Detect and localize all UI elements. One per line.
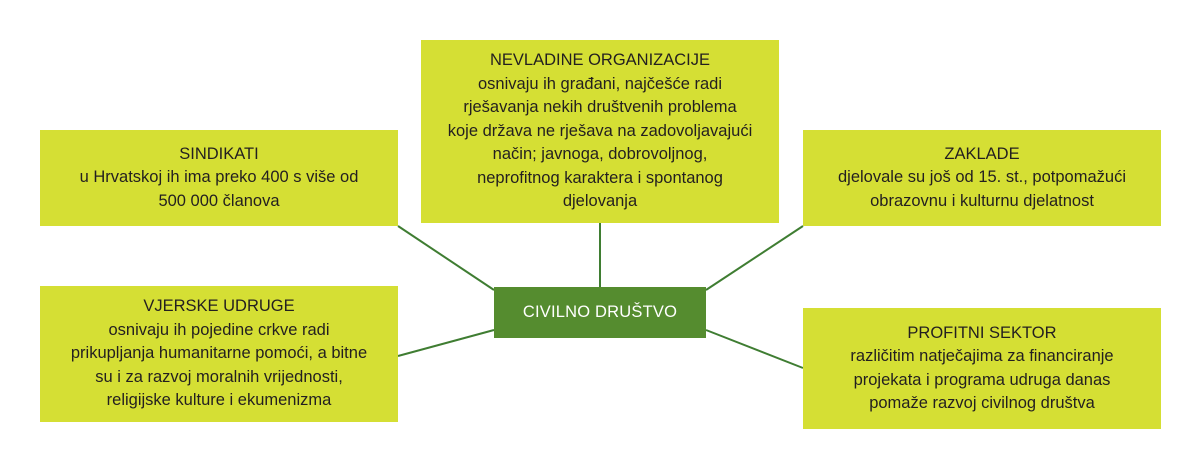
node-description-line: djelovale su još od 15. st., potpomažući	[837, 168, 1126, 187]
node-title: VJERSKE UDRUGE	[143, 297, 295, 316]
node-description-line: koje država ne rješava na zadovoljavajući	[447, 121, 753, 140]
node-description-line: u Hrvatskoj ih ima preko 400 s više od	[79, 168, 359, 187]
node-sindikati	[40, 130, 398, 226]
node-description-line: religijske kulture i ekumenizma	[106, 391, 332, 410]
node-description-line: osnivaju ih pojedine crkve radi	[108, 320, 330, 339]
node-profitni-sektor	[803, 308, 1161, 429]
node-nevladine-organizacije	[421, 40, 779, 223]
connector-sindikati	[398, 226, 494, 290]
node-title: NEVLADINE ORGANIZACIJE	[489, 51, 711, 70]
node-description-line: rješavanja nekih društvenih problema	[463, 98, 737, 117]
node-description-line: različitim natječajima za financiranje	[850, 347, 1114, 365]
node-title: ZAKLADE	[944, 144, 1020, 163]
connector-zaklade	[706, 226, 803, 290]
center-node-civilno-drustvo	[494, 287, 706, 338]
node-description-line: obrazovnu i kulturnu djelatnost	[870, 191, 1094, 210]
node-description-line: djelovanja	[562, 192, 638, 211]
node-title: PROFITNI SEKTOR	[907, 323, 1057, 342]
node-description-line: projekata i programa udruga danas	[853, 370, 1111, 389]
connector-profitni	[706, 330, 803, 368]
node-description-line: način; javnoga, dobrovoljnog,	[492, 145, 708, 164]
node-vjerske-udruge	[40, 286, 398, 422]
node-description-line: su i za razvoj moralnih vrijednosti,	[95, 367, 343, 386]
node-description-line: neprofitnog karaktera i spontanog	[477, 168, 723, 187]
connector-vjerske	[398, 330, 494, 356]
node-description-line: pomaže razvoj civilnog društva	[869, 394, 1095, 412]
center-node-label: CIVILNO DRUŠTVO	[522, 303, 678, 321]
node-description-line: 500 000 članova	[158, 191, 280, 210]
node-title: SINDIKATI	[179, 144, 259, 163]
node-description-line: osnivaju ih građani, najčešće radi	[478, 74, 722, 93]
node-zaklade	[803, 130, 1161, 226]
node-description-line: prikupljanja humanitarne pomoći, a bitne	[70, 344, 368, 363]
